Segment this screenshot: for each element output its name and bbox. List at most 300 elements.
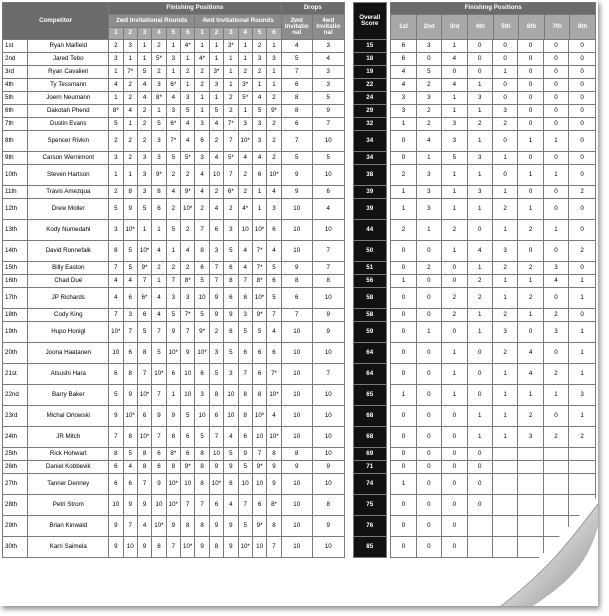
round-result-3: 9* <box>137 262 151 275</box>
place-count-7 <box>543 448 568 461</box>
place-count-5: 3 <box>492 105 517 118</box>
round-result-2: 6 <box>123 343 137 364</box>
spacer <box>344 152 353 165</box>
drop-4wd: 9 <box>312 461 344 474</box>
overall-score: 58 <box>353 309 386 322</box>
round-result-1: 2 <box>109 131 123 152</box>
spacer <box>344 118 353 131</box>
round-result-2: 10 <box>123 537 137 558</box>
round-result-6: 9* <box>181 186 195 199</box>
competitor-name: Kody Numedahl <box>28 220 109 241</box>
place-count-4: 1 <box>467 131 492 152</box>
overall-score: 34 <box>353 131 386 152</box>
round-result-9: 9 <box>224 516 238 537</box>
round-result-6: 6 <box>181 427 195 448</box>
round-result-4: 1 <box>152 105 166 118</box>
drop-4wd: 3 <box>312 66 344 79</box>
round-result-1: 6 <box>109 474 123 495</box>
place-count-3: 2 <box>442 220 467 241</box>
place-count-1: 0 <box>391 152 416 165</box>
drop-4wd: 10 <box>312 220 344 241</box>
round-result-4: 2 <box>152 262 166 275</box>
table-row <box>3 474 596 495</box>
place-count-3: 0 <box>442 427 467 448</box>
place-count-8: 1 <box>569 275 596 288</box>
drop-2wd: 8 <box>281 105 312 118</box>
round-result-9: 2 <box>224 105 238 118</box>
round-result-3: 6* <box>137 288 151 309</box>
place-count-6: 2 <box>518 288 543 309</box>
place-count-8: 0 <box>569 152 596 165</box>
place-count-5: 2 <box>492 343 517 364</box>
drop4-header: 4wd Invitatio nal <box>312 15 344 40</box>
round-result-6: 3 <box>181 288 195 309</box>
competitor-name: Dakotah Phend <box>28 105 109 118</box>
place-label-6th: 6th <box>518 15 544 39</box>
round-result-6: 8 <box>181 516 195 537</box>
drop-4wd: 5 <box>312 152 344 165</box>
overall-score: 58 <box>353 288 386 309</box>
round-result-6: 10 <box>181 364 195 385</box>
round-result-7: 2 <box>195 66 209 79</box>
round-result-4: 2 <box>152 66 166 79</box>
overall-score: 29 <box>353 105 386 118</box>
place-label-8th: 8th <box>569 15 595 39</box>
place-count-3: 1 <box>442 343 467 364</box>
round-result-2: 9 <box>123 199 137 220</box>
round-result-8: 9 <box>209 461 223 474</box>
place-count-6: 4 <box>518 364 543 385</box>
place-count-3: 0 <box>442 66 467 79</box>
round-result-12: 2 <box>267 131 282 152</box>
round-result-1: 3 <box>109 152 123 165</box>
table-row <box>3 241 596 262</box>
round-result-2: 6 <box>123 474 137 495</box>
rank-cell: 13th <box>3 220 28 241</box>
round-result-11: 4 <box>252 92 266 105</box>
spacer <box>344 79 353 92</box>
round-result-3: 5 <box>137 199 151 220</box>
place-count-1: 0 <box>391 364 416 385</box>
drop-4wd: 10 <box>312 288 344 309</box>
round-result-7: 7 <box>195 495 209 516</box>
place-count-5: 0 <box>492 92 517 105</box>
round-result-11: 1 <box>252 79 266 92</box>
competitor-name: Joern Neumann <box>28 92 109 105</box>
round-result-10: 4 <box>238 241 252 262</box>
overall-score: 68 <box>353 406 386 427</box>
place-count-5: 1 <box>492 406 517 427</box>
round-result-10: 2 <box>238 165 252 186</box>
drop-2wd: 10 <box>281 427 312 448</box>
place-count-8: 0 <box>569 79 596 92</box>
place-count-8: 2 <box>569 241 596 262</box>
competitor-name: Tanner Denney <box>28 474 109 495</box>
place-count-7: 0 <box>543 343 568 364</box>
round-result-8: 1 <box>209 53 223 66</box>
place-count-3: 0 <box>442 461 467 474</box>
round-result-1: 7 <box>109 262 123 275</box>
round-result-8: 1 <box>209 40 223 53</box>
round-result-10: 1 <box>238 53 252 66</box>
drop-4wd: 4 <box>312 199 344 220</box>
rank-cell: 30th <box>3 537 28 558</box>
round-result-11: 9* <box>252 516 266 537</box>
round-result-7: 5 <box>195 427 209 448</box>
place-count-1: 0 <box>391 262 416 275</box>
place-count-7: 0 <box>543 186 568 199</box>
place-count-1: 1 <box>391 474 416 495</box>
round-result-1: 10* <box>109 322 123 343</box>
round-result-10: 4* <box>238 199 252 220</box>
competitor-name: Ryan Maifield <box>28 40 109 53</box>
place-count-4: 1 <box>467 199 492 220</box>
round-result-1: 3 <box>109 53 123 66</box>
table-row <box>3 92 596 105</box>
place-count-2: 3 <box>416 165 441 186</box>
table-row <box>3 131 596 152</box>
round-result-11: 10 <box>252 537 266 558</box>
round-result-5: 8* <box>166 448 180 461</box>
round-result-10: 8 <box>238 406 252 427</box>
place-count-3: 1 <box>442 165 467 186</box>
round-result-9: 4 <box>224 427 238 448</box>
rank-cell: 29th <box>3 516 28 537</box>
competitor-name: Michal Orlowski <box>28 406 109 427</box>
place-count-2: 3 <box>416 199 441 220</box>
place-count-5: 0 <box>492 79 517 92</box>
table-row <box>3 79 596 92</box>
round-result-11: 6 <box>252 364 266 385</box>
round-result-4: 1 <box>152 220 166 241</box>
place-count-6: 0 <box>518 92 543 105</box>
spacer <box>344 495 353 516</box>
round-result-3: 3 <box>137 165 151 186</box>
round-result-9: 7* <box>224 118 238 131</box>
spacer <box>344 53 353 66</box>
place-count-8: 1 <box>569 322 596 343</box>
spacer <box>344 364 353 385</box>
place-count-7: 0 <box>543 241 568 262</box>
round-result-4: 9 <box>152 406 166 427</box>
round-result-9: 3* <box>224 40 238 53</box>
spacer <box>344 262 353 275</box>
competitor-name: Brian Kinwald <box>28 516 109 537</box>
round-result-1: 7 <box>109 427 123 448</box>
place-count-8: 0 <box>569 92 596 105</box>
round-result-6: 2 <box>181 165 195 186</box>
place-count-3: 0 <box>442 474 467 495</box>
spacer <box>344 309 353 322</box>
place-count-3: 1 <box>442 40 467 53</box>
round-result-9: 1 <box>224 53 238 66</box>
place-count-8: 1 <box>569 288 596 309</box>
place-count-1: 0 <box>391 309 416 322</box>
rank-cell: 19th <box>3 322 28 343</box>
round-result-7: 8 <box>195 241 209 262</box>
round-result-11: 9* <box>252 309 266 322</box>
round-result-4: 5* <box>152 53 166 66</box>
round-result-8: 9 <box>209 288 223 309</box>
round-result-8: 2 <box>209 131 223 152</box>
round-result-5: 1 <box>166 241 180 262</box>
round-result-2: 2 <box>123 92 137 105</box>
place-count-4: 0 <box>467 495 492 516</box>
round-result-1: 1 <box>109 92 123 105</box>
place-count-6: 1 <box>518 199 543 220</box>
place-count-2: 0 <box>416 495 441 516</box>
round-result-11: 8* <box>252 275 266 288</box>
overall-score: 76 <box>353 516 386 537</box>
round-result-12: 9* <box>267 105 282 118</box>
round-result-7: 8 <box>195 448 209 461</box>
round-result-6: 4 <box>181 241 195 262</box>
place-count-2: 0 <box>416 364 441 385</box>
round-result-1: 2 <box>109 40 123 53</box>
drop-2wd: 10 <box>281 199 312 220</box>
round-result-4: 7 <box>152 385 166 406</box>
place-count-8 <box>569 474 596 495</box>
table-row <box>3 385 596 406</box>
place-count-8: 0 <box>569 165 596 186</box>
drop-4wd: 5 <box>312 92 344 105</box>
place-count-7: 1 <box>543 165 568 186</box>
place-count-8: 0 <box>569 118 596 131</box>
round-result-4: 8* <box>152 92 166 105</box>
rank-cell: 17th <box>3 288 28 309</box>
place-count-4 <box>467 516 492 537</box>
round-result-10: 9 <box>238 448 252 461</box>
place-count-8: 1 <box>569 364 596 385</box>
round-number-7: 1 <box>195 27 209 40</box>
table-row <box>3 461 596 474</box>
rank-cell: 3rd <box>3 66 28 79</box>
round-result-2: 7 <box>123 516 137 537</box>
place-count-7: 3 <box>543 322 568 343</box>
place-count-4: 3 <box>467 186 492 199</box>
round-result-4: 4 <box>152 288 166 309</box>
overall-score: 38 <box>353 165 386 186</box>
round-result-8: 9 <box>209 516 223 537</box>
place-count-1: 6 <box>391 53 416 66</box>
spacer <box>344 275 353 288</box>
overall-score: 32 <box>353 118 386 131</box>
round-result-2: 2 <box>123 131 137 152</box>
round-result-11: 6 <box>252 165 266 186</box>
round-result-4: 10* <box>152 516 166 537</box>
competitor-header: Competitor <box>3 3 109 40</box>
place-label-5th: 5th <box>493 15 519 39</box>
round-result-8: 6 <box>209 220 223 241</box>
rank-cell: 27th <box>3 474 28 495</box>
table-row <box>3 165 596 186</box>
overall-score: 64 <box>353 364 386 385</box>
place-count-7: 2 <box>543 364 568 385</box>
round-result-3: 1 <box>137 220 151 241</box>
place-count-2: 2 <box>416 105 441 118</box>
round-result-9: 8 <box>224 322 238 343</box>
round-result-11: 2 <box>252 66 266 79</box>
drop-2wd: 5 <box>281 53 312 66</box>
place-count-3: 4 <box>442 79 467 92</box>
place-count-1: 0 <box>391 516 416 537</box>
place-count-5 <box>492 474 517 495</box>
round-result-1: 8* <box>109 105 123 118</box>
round-result-8: 4 <box>209 152 223 165</box>
competitor-name: Travis Amezqua <box>28 186 109 199</box>
round-result-12: 9 <box>267 461 282 474</box>
place-count-5: 1 <box>492 385 517 406</box>
place-count-3: 1 <box>442 241 467 262</box>
round-result-8: 7 <box>209 427 223 448</box>
drop-4wd: 7 <box>312 118 344 131</box>
rank-cell: 24th <box>3 427 28 448</box>
competitor-name: Barry Baker <box>28 385 109 406</box>
place-count-1: 0 <box>391 131 416 152</box>
round-result-7: 3 <box>195 118 209 131</box>
overall-score: 69 <box>353 448 386 461</box>
spacer <box>344 427 353 448</box>
place-count-3: 0 <box>442 495 467 516</box>
place-count-7: 1 <box>543 220 568 241</box>
round-result-7: 1 <box>195 105 209 118</box>
drop-2wd: 7 <box>281 131 312 152</box>
spacer <box>344 474 353 495</box>
place-count-4: 1 <box>467 262 492 275</box>
place-count-3: 1 <box>442 105 467 118</box>
round-result-2: 10* <box>123 406 137 427</box>
rank-cell: 14th <box>3 241 28 262</box>
round-result-3: 4 <box>137 516 151 537</box>
drop-2wd: 10 <box>281 220 312 241</box>
rank-cell: 18th <box>3 309 28 322</box>
drop-4wd: 10 <box>312 427 344 448</box>
round-result-2: 2 <box>123 79 137 92</box>
round-result-7: 10* <box>195 343 209 364</box>
round-result-11: 3 <box>252 53 266 66</box>
place-count-7: 0 <box>543 152 568 165</box>
drop-2wd: 7 <box>281 66 312 79</box>
round-result-12: 6 <box>267 220 282 241</box>
place-count-2: 0 <box>416 288 441 309</box>
round-result-6: 7 <box>181 495 195 516</box>
round-result-5: 10* <box>166 474 180 495</box>
place-count-2: 4 <box>416 131 441 152</box>
round-result-4: 7 <box>152 322 166 343</box>
place-label-2nd: 2nd <box>416 15 442 39</box>
drop-2wd: 10 <box>281 385 312 406</box>
place-count-5: 0 <box>492 40 517 53</box>
round-result-1: 5 <box>109 385 123 406</box>
table-row <box>3 53 596 66</box>
place-count-4: 1 <box>467 427 492 448</box>
place-count-3: 0 <box>442 406 467 427</box>
round-result-10: 1 <box>238 40 252 53</box>
drop-2wd: 6 <box>281 79 312 92</box>
round-result-9: 5* <box>224 152 238 165</box>
spacer <box>344 516 353 537</box>
round-result-7: 7 <box>195 220 209 241</box>
competitor-name: Hupo Honigl <box>28 322 109 343</box>
round-number-12: 6 <box>267 27 282 40</box>
spacer <box>344 406 353 427</box>
round-result-7: 10 <box>195 406 209 427</box>
drop-4wd: 10 <box>312 131 344 152</box>
place-count-3: 5 <box>442 152 467 165</box>
round-result-9: 8 <box>224 275 238 288</box>
round-result-5: 9 <box>166 322 180 343</box>
rank-cell: 9th <box>3 152 28 165</box>
round-result-9: 6 <box>224 262 238 275</box>
round-result-12: 4 <box>267 186 282 199</box>
round-result-10: 4 <box>238 152 252 165</box>
place-count-3: 2 <box>442 288 467 309</box>
table-row <box>3 427 596 448</box>
round-result-2: 3 <box>123 40 137 53</box>
place-count-4: 1 <box>467 322 492 343</box>
drop-4wd: 7 <box>312 364 344 385</box>
drop-4wd: 9 <box>312 309 344 322</box>
place-count-7: 0 <box>543 199 568 220</box>
round-result-12: 3 <box>267 53 282 66</box>
round-result-3: 10* <box>137 385 151 406</box>
drop-2wd: 9 <box>281 461 312 474</box>
rank-cell: 22nd <box>3 385 28 406</box>
round-result-10: 10 <box>238 474 252 495</box>
round-result-5: 6* <box>166 79 180 92</box>
round-result-5: 5 <box>166 152 180 165</box>
page-curl <box>493 496 598 606</box>
place-count-1: 1 <box>391 118 416 131</box>
place-count-4: 2 <box>467 118 492 131</box>
round-result-4: 4 <box>152 241 166 262</box>
place-count-3: 1 <box>442 92 467 105</box>
round-result-12: 6 <box>267 343 282 364</box>
round-result-8: 1 <box>209 92 223 105</box>
round-result-2: 9 <box>123 495 137 516</box>
place-label-7th: 7th <box>544 15 570 39</box>
round-result-9: 8 <box>224 474 238 495</box>
place-count-2: 0 <box>416 427 441 448</box>
drop-4wd: 3 <box>312 40 344 53</box>
round-result-2: 1 <box>123 53 137 66</box>
round-result-7: 4 <box>195 165 209 186</box>
round-result-10: 6 <box>238 343 252 364</box>
round-result-11: 4 <box>252 152 266 165</box>
place-count-2: 2 <box>416 118 441 131</box>
round-result-2: 9 <box>123 385 137 406</box>
place-count-4: 1 <box>467 406 492 427</box>
drop-2wd: 6 <box>281 118 312 131</box>
round-result-4: 4 <box>152 309 166 322</box>
round-result-3: 3 <box>137 152 151 165</box>
round-result-12: 10* <box>267 165 282 186</box>
round-number-4: 4 <box>152 27 166 40</box>
place-count-8 <box>569 448 596 461</box>
place-count-4: 4 <box>467 241 492 262</box>
round-result-5: 8 <box>166 427 180 448</box>
place-count-5: 0 <box>492 131 517 152</box>
round-result-11: 7* <box>252 241 266 262</box>
round-result-3: 9 <box>137 495 151 516</box>
round-result-11: 6 <box>252 343 266 364</box>
place-count-5: 1 <box>492 427 517 448</box>
round-result-7: 8 <box>195 461 209 474</box>
table-row <box>3 220 596 241</box>
round-result-12: 5 <box>267 262 282 275</box>
round-result-8: 5 <box>209 105 223 118</box>
round-result-4: 6 <box>152 199 166 220</box>
